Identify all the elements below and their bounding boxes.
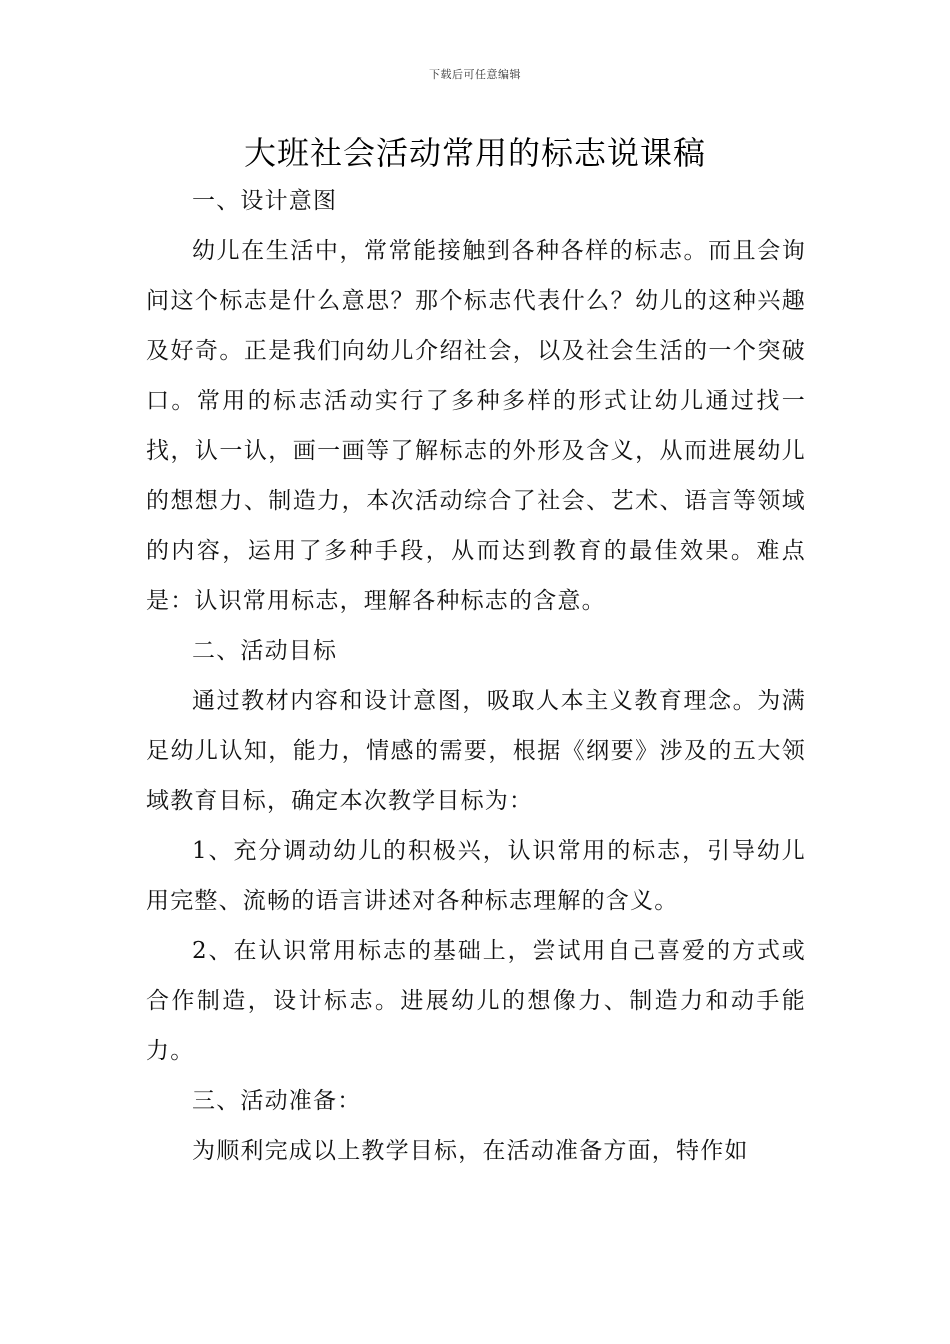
paragraph-preparation: 为顺利完成以上教学目标，在活动准备方面，特作如 xyxy=(192,1138,749,1164)
section-heading-activity-preparation: 三、活动准备： xyxy=(192,1088,362,1114)
paragraph-goal-2: 2、在认识常用标志的基础上，尝试用自己喜爱的方式或合作制造，设计标志。进展幼儿的想像力、制造力和动手能力。 xyxy=(146,938,806,1064)
document-body xyxy=(146,176,806,1176)
paragraph-goal-1: 1、充分调动幼儿的积极兴，认识常用的标志，引导幼儿用完整、流畅的语言讲述对各种标志理解的含义。 xyxy=(146,838,806,914)
paragraph-design-intent: 幼儿在生活中，常常能接触到各种各样的标志。而且会询问这个标志是什么意思？那个标志代表什么？幼儿的这种兴趣及好奇。正是我们向幼儿介绍社会，以及社会生活的一个突破口。常用的标志活动实行了多种多样的形式让幼儿通过找一找，认一认，画一画等了解标志的外形及含义，从而进展幼儿的想想力、制造力，本次活动综合了社会、艺术、语言等领域的内容，运用了多种手段，从而达到教育的最佳效果。难点是：认识常用标志，理解各种标志的含意。 xyxy=(146,238,806,614)
paragraph-goals-intro: 通过教材内容和设计意图，吸取人本主义教育理念。为满足幼儿认知，能力，情感的需要，根据《纲要》涉及的五大领域教育目标，确定本次教学目标为： xyxy=(146,688,806,814)
section-heading-activity-goals: 二、活动目标 xyxy=(192,638,338,664)
header-note: 下载后可任意编辑 xyxy=(429,68,521,81)
section-heading-design-intent: 一、设计意图 xyxy=(192,188,338,214)
document-title: 大班社会活动常用的标志说课稿 xyxy=(243,134,706,172)
